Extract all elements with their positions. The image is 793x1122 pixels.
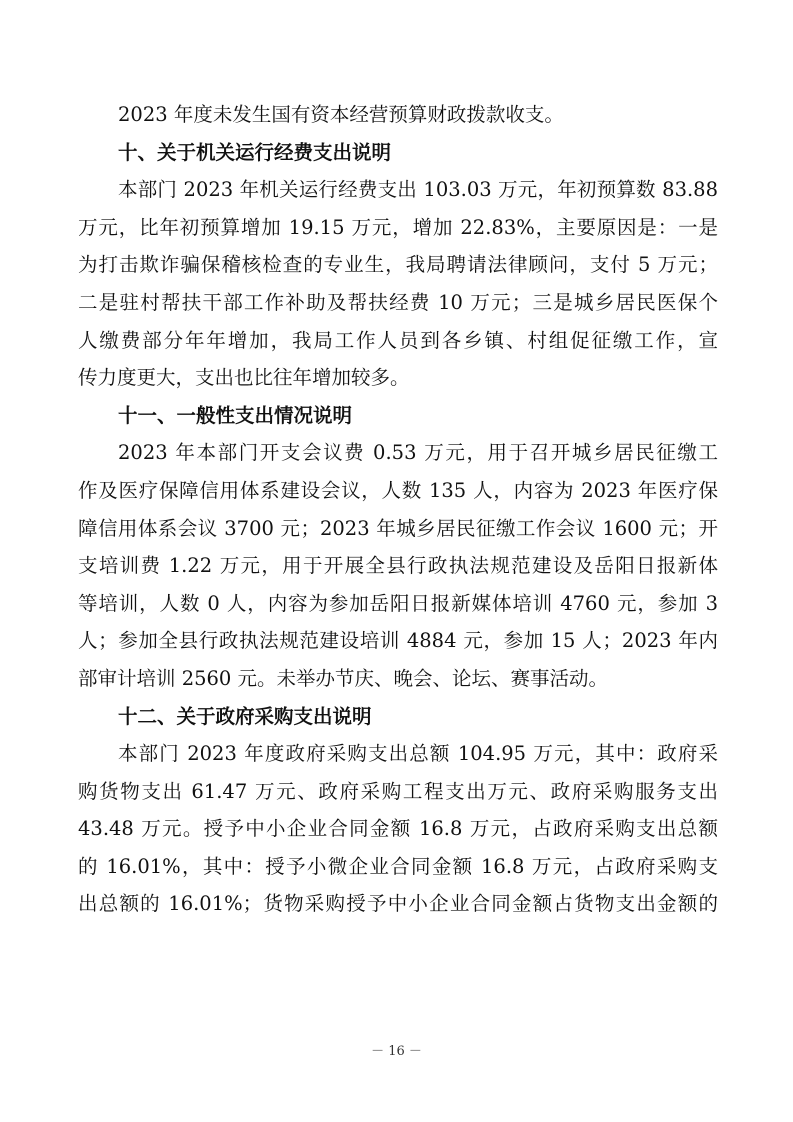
text-line: 部审计培训 2560 元。未举办节庆、晚会、论坛、赛事活动。 [78,666,609,690]
text-line: 2023 年度未发生国有资本经营预算财政拨款收支。 [118,103,564,126]
text-line: 购货物支出 61.47 万元、政府采购工程支出万元、政府采购服务支出 [78,779,718,803]
text-line: 人缴费部分年年增加，我局工作人员到各乡镇、村组促征缴工作，宣 [78,328,718,352]
text-line: 本部门 2023 年机关运行经费支出 103.03 万元，年初预算数 83.88 [118,178,718,202]
text-line: 障信用体系会议 3700 元；2023 年城乡居民征缴工作会议 1600 元；开 [78,516,718,540]
text-line: 人；参加全县行政执法规范建设培训 4884 元，参加 15 人；2023 年内 [78,629,718,653]
paragraph [78,735,718,923]
text-line: 本部门 2023 年度政府采购支出总额 104.95 万元，其中：政府采 [118,742,718,766]
text-line: 传力度更大，支出也比往年增加较多。 [78,366,410,390]
page-number: － 16 － [371,1044,422,1059]
text-line: 万元，比年初预算增加 19.15 万元，增加 22.83%，主要原因是：一是 [78,215,718,239]
section-heading: 十一、一般性支出情况说明 [118,403,353,427]
document-body [78,96,718,923]
text-line: 作及医疗保障信用体系建设会议，人数 135 人，内容为 2023 年医疗保 [78,478,718,502]
text-line: 支培训费 1.22 万元，用于开展全县行政执法规范建设及岳阳日报新体 [78,554,718,578]
text-line: 43.48 万元。授予中小企业合同金额 16.8 万元，占政府采购支出总额 [78,817,718,841]
text-line: 的 16.01%，其中：授予小微企业合同金额 16.8 万元，占政府采购支 [78,854,718,878]
text-line: 为打击欺诈骗保稽核检查的专业生，我局聘请法律顾问，支付 5 万元； [78,253,718,277]
text-line: 等培训，人数 0 人，内容为参加岳阳日报新媒体培训 4760 元，参加 3 [78,591,718,615]
paragraph [78,96,718,134]
text-line: 二是驻村帮扶干部工作补助及帮扶经费 10 万元；三是城乡居民医保个 [78,290,718,314]
text-line: 出总额的 16.01%；货物采购授予中小企业合同金额占货物支出金额的 [78,892,718,916]
paragraph [78,171,718,397]
text-line: 2023 年本部门开支会议费 0.53 万元，用于召开城乡居民征缴工 [118,441,718,465]
section-heading: 十二、关于政府采购支出说明 [118,704,372,728]
section-heading: 十、关于机关运行经费支出说明 [118,140,392,164]
paragraph [78,434,718,697]
